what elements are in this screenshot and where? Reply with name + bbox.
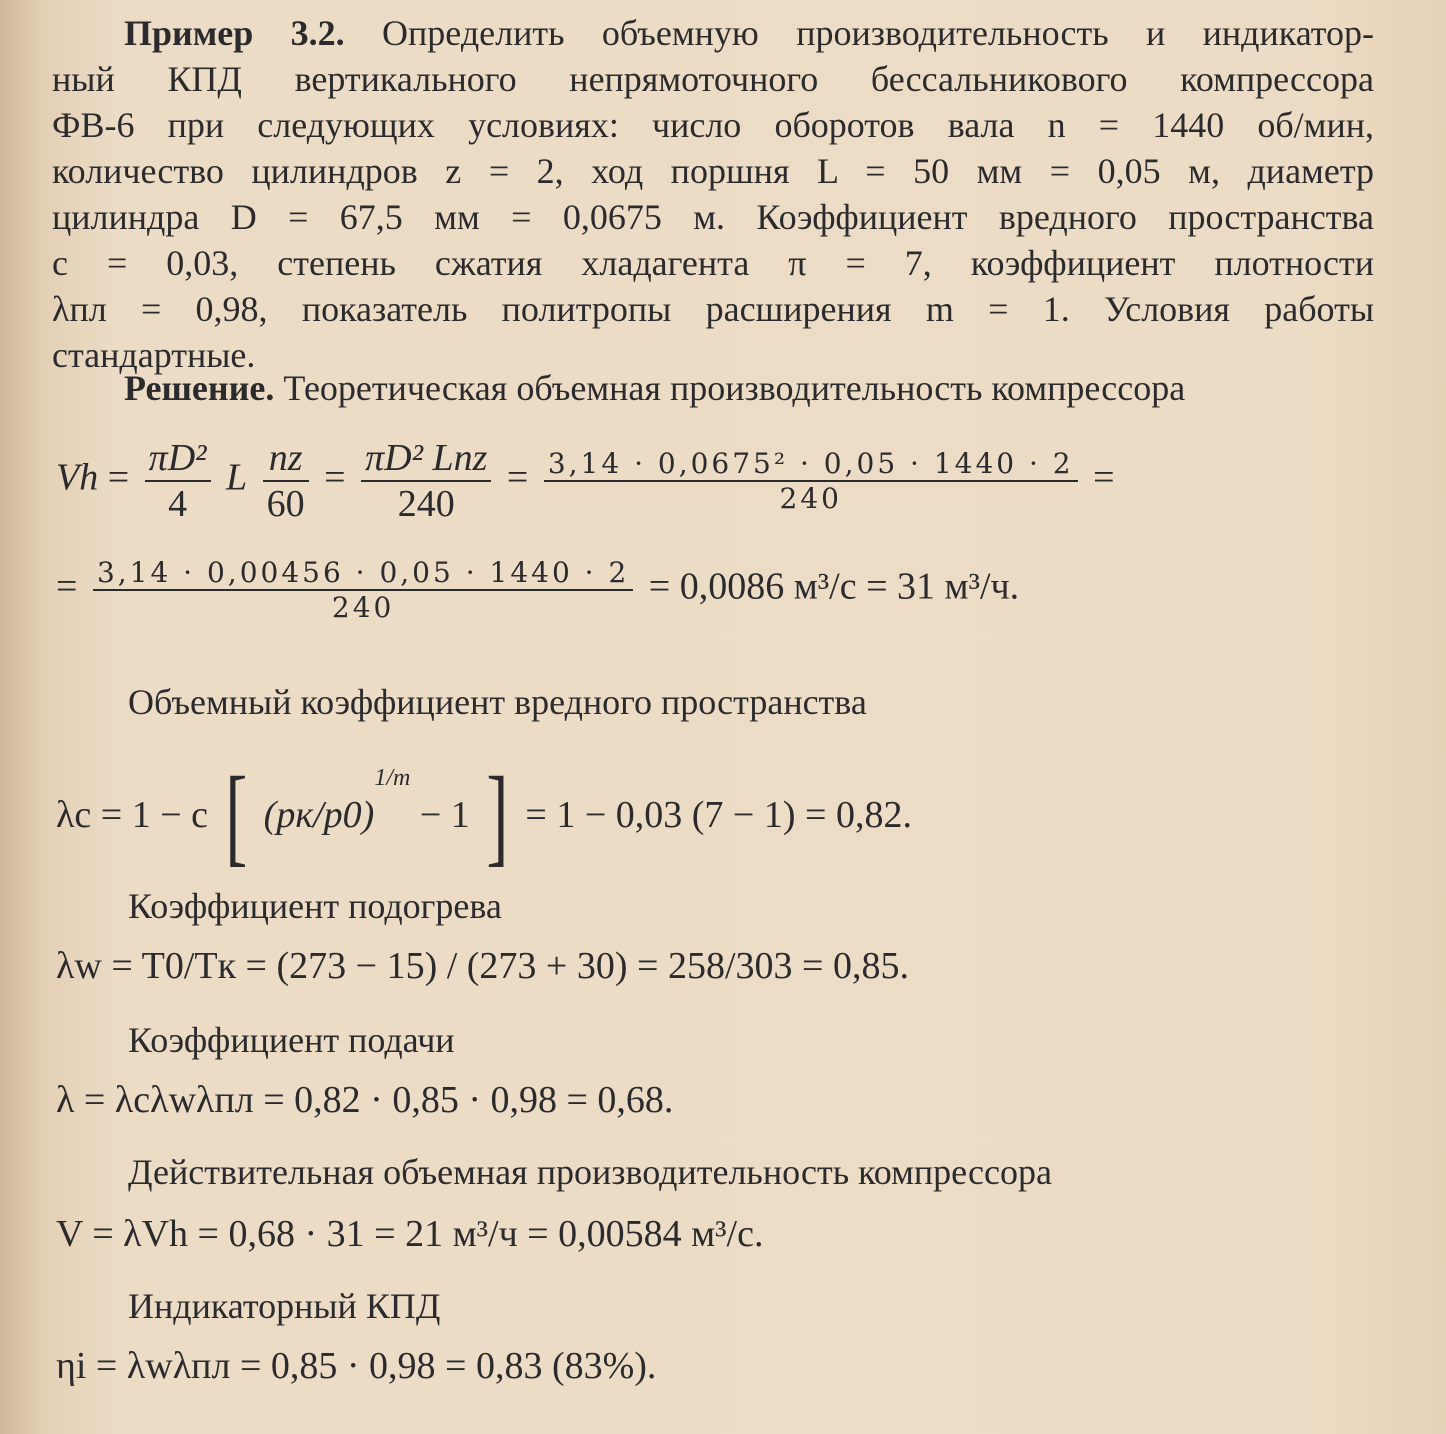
equation-lambda-c: λc = 1 − c [ $(pк/p0)^{1/m} - 1$ ] = 1 − 0,03 (7 − 1) = 0,82. (56, 754, 912, 876)
vh-lhs: Vh (56, 456, 99, 499)
problem-line: стандартные. (52, 335, 256, 375)
heading-lambda-w: Коэффициент подогрева (128, 886, 502, 926)
problem-line: ный КПД вертикального непрямоточного бессальникового компрессора (52, 59, 1374, 99)
fraction: $\frac{3,14 \cdot 0,00456 \cdot 0,05 \cdot 1440 \cdot 2}{240}$ (93, 556, 633, 624)
equation-lambda: λ = λcλwλпл = 0,82 · 0,85 · 0,98 = 0,68. (56, 1079, 674, 1121)
problem-line: λпл = 0,98, показатель политропы расширения m = 1. Условия работы (52, 289, 1374, 329)
heading-actual-capacity: Действительная объемная производительность компрессора (128, 1152, 1052, 1192)
problem-paragraph (52, 10, 1374, 378)
solution-line: Решение. Теоретическая объемная производительность компрессора (124, 368, 1186, 408)
fraction: $\frac{nz}{60}$ (263, 436, 309, 526)
right-bracket: ] (486, 754, 509, 876)
equation-indicator-efficiency: ηi = λwλпл = 0,85 · 0,98 = 0,83 (83%). (56, 1345, 657, 1387)
equation-lambda-w: λw = T0/Tк = (273 − 15) / (273 + 30) = 258/303 = 0,85. (56, 945, 909, 987)
left-bracket: [ (224, 754, 247, 876)
fraction: $\frac{\text{πD² Lnz}}{240}$ (361, 436, 491, 526)
fraction: $\frac{\text{3,14 · 0,0675² · 0,05 · 1440 · 2}}{240}$ (544, 447, 1078, 515)
problem-line: Пример 3.2. Определить объемную производительность и индикатор- (124, 13, 1374, 53)
problem-line: цилиндра D = 67,5 мм = 0,0675 м. Коэффициент вредного пространства (52, 197, 1374, 237)
problem-label: Пример 3.2. (124, 13, 345, 53)
fraction: $\frac{\text{πD²}}{4}$ (145, 436, 211, 526)
heading-lambda: Коэффициент подачи (128, 1020, 455, 1060)
solution-label: Решение. (124, 368, 275, 408)
problem-line: c = 0,03, степень сжатия хладагента π = 7, коэффициент плотности (52, 243, 1374, 283)
equation-vh-result: = $\frac{3,14 \cdot 0,00456 \cdot 0,05 \cdot 1440 \cdot 2}{240}$ = 0,0086 м³/с = 31 м³/ч. (56, 556, 1020, 624)
heading-indicator-efficiency: Индикаторный КПД (128, 1286, 441, 1326)
heading-lambda-c: Объемный коэффициент вредного пространства (128, 682, 867, 722)
equation-actual-capacity: V = λVh = 0,68 · 31 = 21 м³/ч = 0,00584 м³/с. (56, 1213, 764, 1255)
problem-line: количество цилиндров z = 2, ход поршня L = 50 мм = 0,05 м, диаметр (52, 151, 1374, 191)
vh-result: = 0,0086 м³/с = 31 м³/ч. (648, 565, 1020, 608)
equation-vh: Vh = $\frac{\text{πD²}}{4}$ L $\frac{nz}{60}$ = $\frac{\text{πD² Lnz}}{240}$ = $\frac{\text{3,14 · 0,0675² · 0,05 · 1440 · 2}}{240}$ = (56, 437, 1115, 525)
problem-line: ФВ-6 при следующих условиях: число оборотов вала n = 1440 об/мин, (52, 105, 1374, 145)
